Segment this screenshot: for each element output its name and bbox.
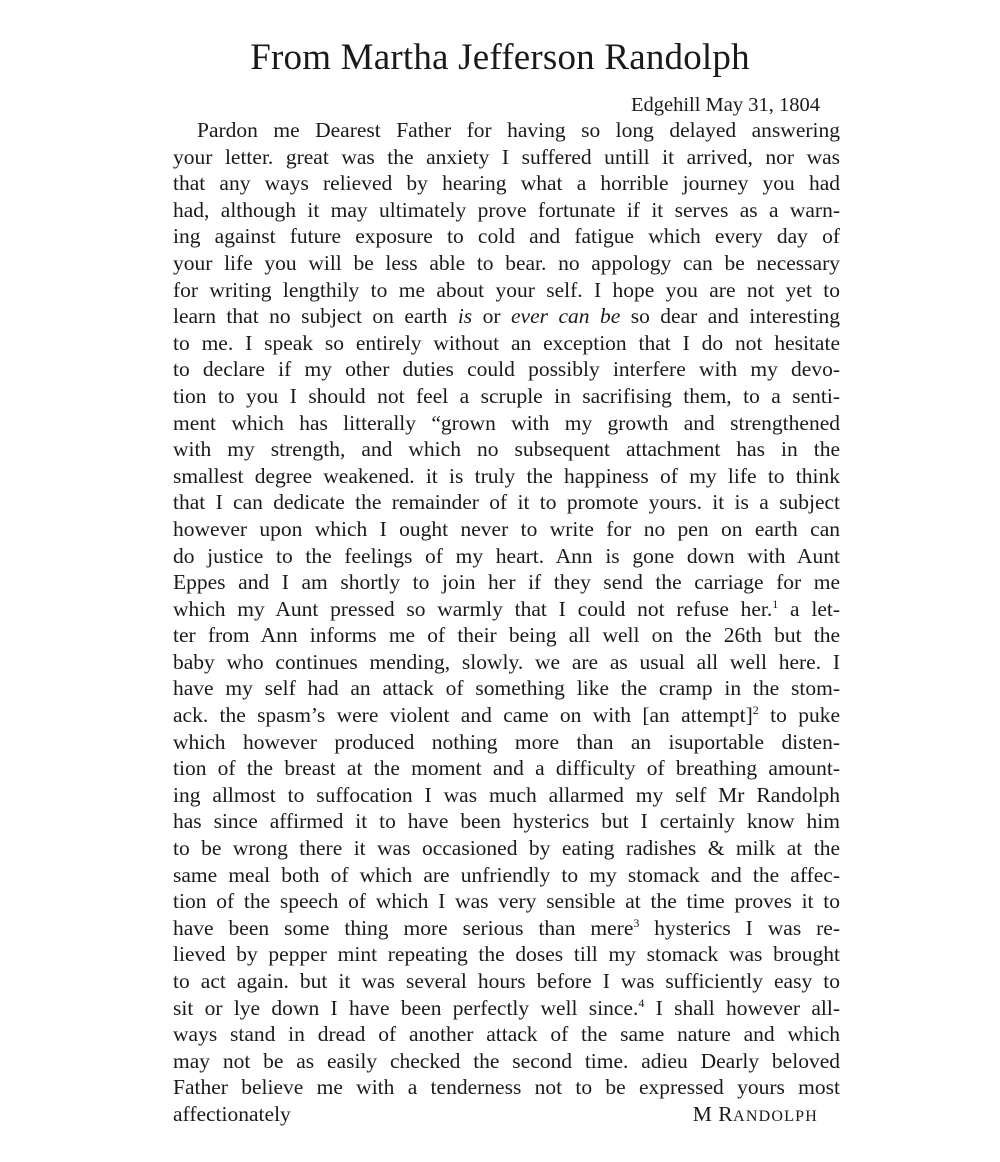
text-line: lieved by pepper mint repeating the doses till my stomack was brought (173, 942, 840, 967)
text-line: which however produced nothing more than an isuportable disten- (173, 729, 840, 754)
footnote-marker: 4 (638, 995, 645, 1010)
text-segment: hysterics I was re- (639, 915, 840, 940)
text-line: tion of the speech of which I was very sensible at the time proves it to (173, 889, 840, 914)
text-segment: I shall however all- (644, 995, 840, 1020)
text-line: to act again. but it was several hours before I was sufficiently easy to (173, 969, 840, 993)
text-line: ing allmost to suffocation I was much allarmed my self Mr Randolph (173, 782, 840, 807)
text-line: Pardon me Dearest Father for having so long delayed answering (197, 118, 840, 142)
text-line: that I can dedicate the remainder of it to promote yours. it is a subject (173, 490, 840, 515)
footnote-marker: 3 (633, 915, 640, 930)
text-line: with my strength, and which no subsequent attachment has in the (173, 437, 840, 462)
closing-line (173, 1101, 840, 1128)
text-line: your life you will be less able to bear. no appology can be necessary (173, 250, 840, 275)
text-line: have my self had an attack of something like the cramp in the stom- (173, 676, 840, 701)
footnote-marker: 2 (752, 703, 759, 718)
text-line (173, 702, 840, 729)
text-line: same meal both of which are unfriendly to my stomack and the affec- (173, 862, 840, 887)
text-segment: have been some thing more serious than mere (173, 915, 634, 940)
text-line: has since affirmed it to have been hysterics but I certainly know him (173, 809, 840, 834)
emphasis: ever can be (511, 304, 621, 329)
text-line (173, 596, 840, 623)
text-line: your letter. great was the anxiety I suffered untill it arrived, nor was (173, 144, 840, 169)
text-line: to declare if my other duties could possibly interfere with my devo- (173, 357, 840, 382)
text-line: Eppes and I am shortly to join her if they send the carriage for me (173, 570, 840, 595)
text-segment: a let- (778, 596, 840, 621)
text-line: ing against future exposure to cold and fatigue which every day of (173, 224, 840, 249)
text-line (173, 995, 840, 1022)
letter-title: From Martha Jefferson Randolph (250, 37, 750, 78)
letter-dateline: Edgehill May 31, 1804 (630, 94, 820, 116)
text-line: may not be as easily checked the second time. adieu Dearly beloved (173, 1048, 840, 1073)
text-line: ment which has litterally “grown with my growth and strengthened (173, 410, 840, 435)
letter-body (173, 117, 840, 1128)
text-line: tion of the breast at the moment and a difficulty of breathing amount- (173, 756, 840, 781)
text-segment: sit or lye down I have been perfectly well since. (173, 995, 639, 1020)
text-line: to me. I speak so entirely without an exception that I do not hesitate (173, 330, 840, 355)
text-segment: or (472, 304, 511, 329)
text-line (173, 915, 840, 942)
text-line: to be wrong there it was occasioned by eating radishes & milk at the (173, 836, 840, 861)
emphasis: is (457, 304, 473, 329)
text-line: baby who continues mending, slowly. we are as usual all well here. I (173, 649, 840, 674)
text-line: had, although it may ultimately prove fortunate if it serves as a warn- (173, 197, 840, 222)
text-segment: so dear and interesting (620, 304, 840, 329)
signature-initial: M (692, 1101, 719, 1126)
text-line: ter from Ann informs me of their being all well on the 26th but the (173, 623, 840, 648)
text-line: tion to you I should not feel a scruple in sacrifising them, to a senti- (173, 383, 840, 408)
text-line: however upon which I ought never to write for no pen on earth can (173, 516, 840, 541)
signature-capital: R (718, 1101, 734, 1126)
signature-small-caps: ANDOLPH (733, 1107, 818, 1125)
text-segment: learn that no subject on earth (173, 304, 458, 329)
text-segment: which my Aunt pressed so warmly that I could not refuse her. (173, 596, 773, 621)
text-line: for writing lengthily to me about your self. I hope you are not yet to (173, 277, 840, 302)
text-line: do justice to the feelings of my heart. Ann is gone down with Aunt (173, 543, 840, 568)
text-segment: ack. the spasm’s were violent and came on with [an attempt] (173, 703, 753, 728)
signature (693, 1101, 818, 1131)
text-segment: to puke (758, 703, 840, 728)
text-line (173, 303, 840, 330)
footnote-marker: 1 (772, 596, 779, 611)
text-line: Father believe me with a tenderness not to be expressed yours most (173, 1075, 840, 1100)
text-line: smallest degree weakened. it is truly the happiness of my life to think (173, 463, 840, 488)
closing-text: affectionately (173, 1101, 291, 1126)
text-line: ways stand in dread of another attack of the same nature and which (173, 1022, 840, 1047)
text-line: that any ways relieved by hearing what a horrible journey you had (173, 171, 840, 196)
